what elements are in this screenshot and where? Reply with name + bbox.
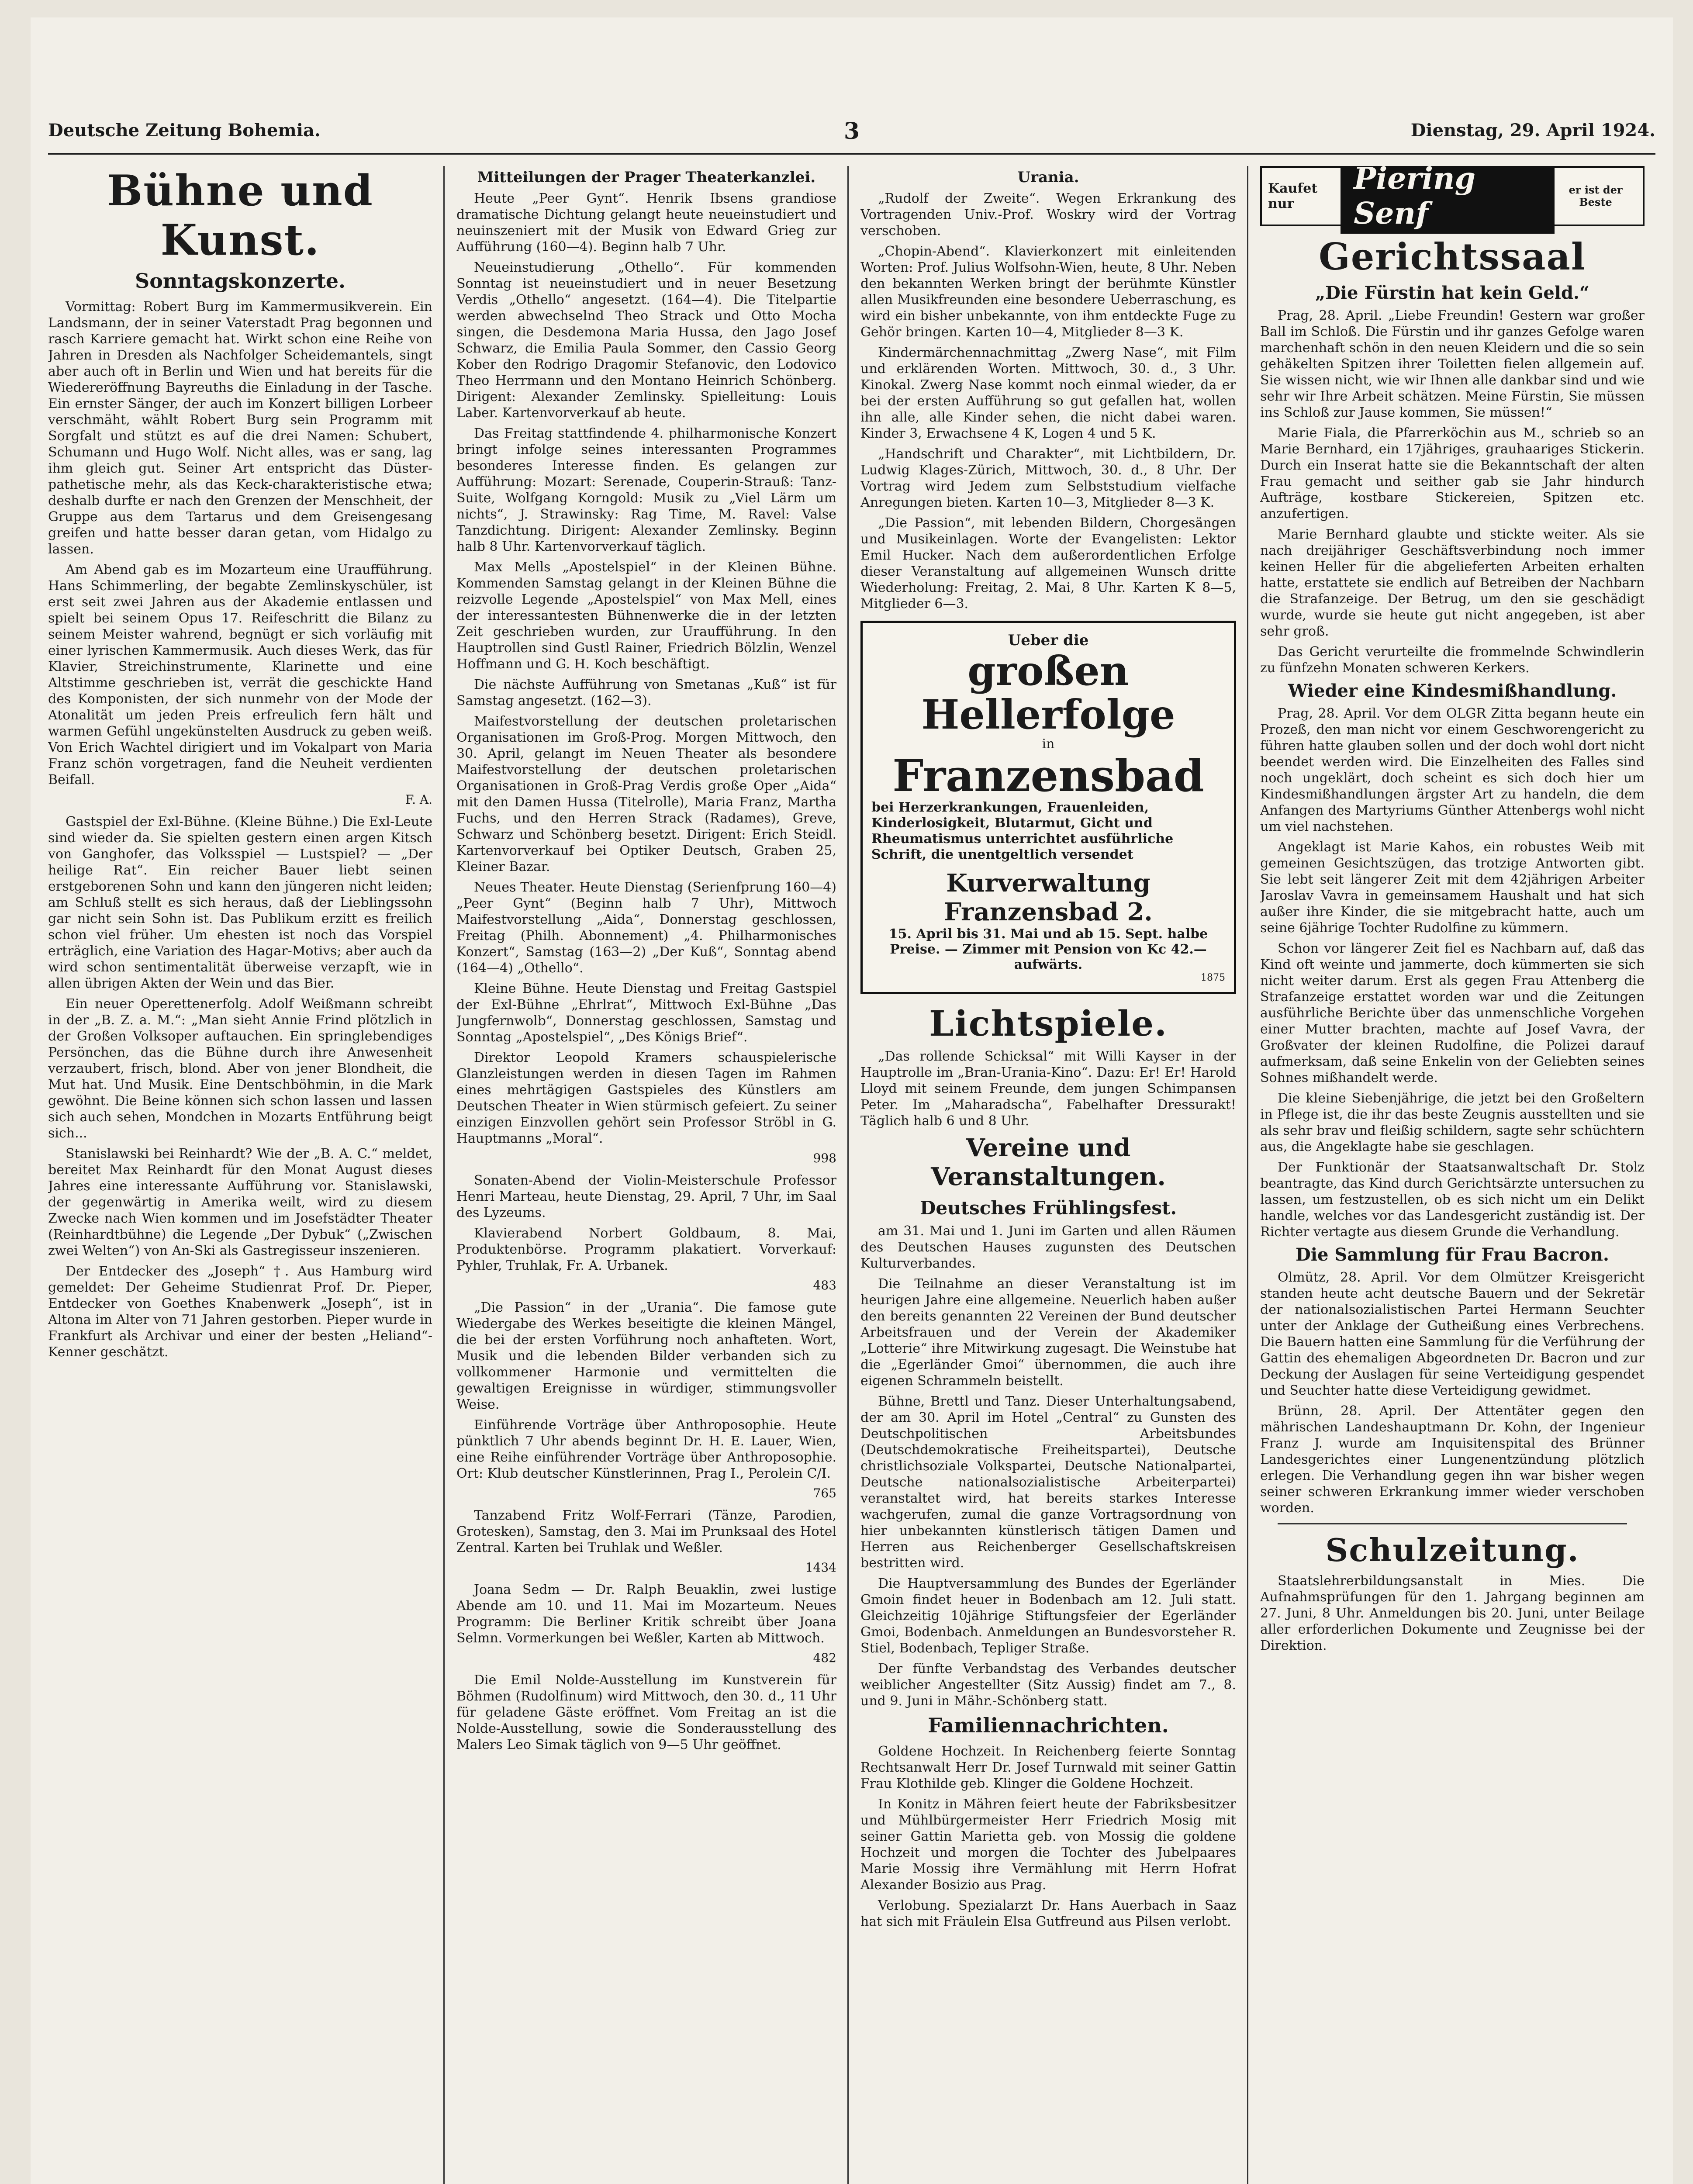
section-title-lichtspiele: Lichtspiele.: [929, 1003, 1168, 1044]
subhead-sammlung: Die Sammlung für Frau Bacron.: [1296, 1244, 1609, 1265]
ad-line: in: [1042, 736, 1055, 752]
article-paragraph: Marie Bernhard glaubte und stickte weiter. Als sie nach dreijähriger Geschäftsverbindung noch immer keinen Heller für die abgelieferten Arbeiten erhalten hatte, erstattete sie endlich auf Betreiben der Nachbarn die Strafanzeige. Der Betrug, um den sie geschädigt wurde, wurde sie heute gut nicht angegeben, ist aber sehr groß.: [1260, 527, 1645, 639]
article-paragraph: Olmütz, 28. April. Vor dem Olmützer Kreisgericht standen heute acht deutsche Bauern und der Sekretär der nationalsozialistischen Partei Hermann Seuchter unter der Anklage der Gutheißung eines Verbrechens. Die Bauern hatten eine Sammlung für die Verführung der Gattin des ehemaligen Abgeordneten Dr. Bacron und zur Deckung der Auslagen für seine Verteidigung gespendet und Seuchter hatte diese Verteidigung gewidmet.: [1260, 1270, 1645, 1398]
article-paragraph: Schon vor längerer Zeit fiel es Nachbarn auf, daß das Kind oft weinte und jammerte, doch kümmerten sie sich nicht weiter darum. Erst als gegen Frau Attenberg die Strafanzeige erstattet worden war und die Zeitungen ausführliche Berichte über das unmenschliche Vorgehen einer Mutter brachten, machte auf Josef Vavra, der Großvater der kleinen Rudolfine, die Polizei darauf aufmerksam, daß seine Enkelin von der Geliebten seines Sohnes mißhandelt werde.: [1260, 941, 1645, 1085]
section-title-theaterkanzlei: Mitteilungen der Prager Theaterkanzlei.: [477, 169, 816, 186]
column-2: [456, 166, 836, 2184]
article-paragraph: Marie Fiala, die Pfarrerköchin aus M., schrieb so an Marie Bernhard, ein 17jähriges, grauhaariges Stickerin. Durch ein Inserat hatte sie die Bekanntschaft der alten Frau gemacht und seither gab sie Jahr hindurch Aufträge, kostbare Stickereien, Spitzen etc. anzufertigen.: [1260, 425, 1645, 522]
logo-left-text: Kaufet nur: [1268, 181, 1318, 211]
article-paragraph: Max Mells „Apostelspiel“ in der Kleinen Bühne. Kommenden Samstag gelangt in der Kleinen Bühne die reizvolle Legende „Apostelspiel“ von Max Mell, eines der interessantesten Bühnenwerke die in der letzten Zeit geschrieben wurden, zur Uraufführung. In den Hauptrollen sind Gustl Rainer, Friedrich Bölzlin, Wenzel Hoffmann und G. H. Koch beschäftigt.: [456, 560, 836, 672]
article-paragraph: Neues Theater. Heute Dienstag (Serienfprung 160—4) „Peer Gynt“ (Beginn halb 7 Uhr), Mittwoch Maifestvorstellung „Aida“, Donnerstag geschlossen, Freitag (Philh. Abonnement) „4. Philharmonisches Konzert“, Samstag (163—2) „Der Kuß“, Sonntag abend (164—4) „Othello“.: [456, 880, 836, 976]
article-paragraph: Die Teilnahme an dieser Veranstaltung ist im heurigen Jahre eine allgemeine. Neuerlich haben außer den bereits genannten 22 Vereinen der Bund deutscher Arbeitsfrauen und der Verein der Akademiker „Lotterie“ ihre Mitwirkung zugesagt. Die Weinstube hat die „Egerländer Gmoi“ übernommen, die auch ihre eigenen Schrammeln beistellt.: [860, 1276, 1236, 1389]
article-paragraph: Joana Sedm — Dr. Ralph Beuaklin, zwei lustige Abende am 10. und 11. Mai im Mozarteum. Neues Programm: Die Berliner Kritik schreibt über Joana Selmn. Vormerkungen bei Weßler, Karten ab Mittwoch.: [456, 1582, 836, 1646]
article-paragraph: Die Emil Nolde-Ausstellung im Kunstverein für Böhmen (Rudolfinum) wird Mittwoch, den 30. d., 11 Uhr für geladene Gäste eröffnet. Vom Freitag an ist die Nolde-Ausstellung, sowie die Sonderausstellung des Malers Leo Simak täglich von 9—5 Uhr geöffnet.: [456, 1673, 836, 1752]
article-paragraph: Staatslehrerbildungsanstalt in Mies. Die Aufnahmsprüfungen für den 1. Jahrgang beginnen am 27. Juni, 8 Uhr. Anmeldungen bis 20. Juni, unter Beilage aller erforderlichen Dokumente und Zeugnisse bei der Direktion.: [1260, 1573, 1645, 1653]
article-paragraph: „Das rollende Schicksal“ mit Willi Kayser in der Hauptrolle im „Bran-Urania-Kino“. Dazu: Er! Er! Harold Lloyd mit seinem Freunde, dem jungen Schimpansen Peter. Im „Maharadscha“, Fabelhafter Dressurakt! Täglich halb 6 und 8 Uhr.: [860, 1049, 1236, 1129]
article-paragraph: Vormittag: Robert Burg im Kammermusikverein. Ein Landsmann, der in seiner Vaterstadt Prag begonnen und rasch Karriere gemacht hat. Wirkt schon eine Reihe von Jahren in Dresden als Nachfolger Scheidemantels, singt aber auch oft in Berlin und Wien und hat bereits für die Wiedereröffnung Bayreuths die Einladung in der Tasche. Ein ernster Sänger, der auch im Konzert billigen Lorbeer verschmäht, wählt Robert Burg sein Programm mit Sorgfalt und stützt es auf die drei Namen: Schubert, Schumann und Hugo Wolf. Nicht alles, was er sang, lag ihm gleich gut. Seiner Art entspricht das Düster-pathetische mehr, als das Keck-charakteristische etwa; deshalb durfte er nach den Grenzen der Menschheit, der Gruppe aus dem Tartarus und dem Greisengesang greifen und hatte besser daran getan, vom Hidalgo zu lassen.: [48, 299, 432, 557]
ad-number: 1875: [1201, 972, 1225, 983]
franzensbad-advertisement: [860, 621, 1236, 994]
article-paragraph: Stanislawski bei Reinhardt? Wie der „B. A. C.“ meldet, bereitet Max Reinhardt für den Monat August dieses Jahres eine interessante Aufführung vor. Stanislawski, der gegenwärtig in Amerika weilt, wird zu diesem Zwecke nach Wien kommen und im Josefstädter Theater (Reinhardtbühne) die Legende „Der Dybuk“ („Zwischen zwei Welten“) von An-Ski als Gastregisseur inszenieren.: [48, 1146, 432, 1258]
author-signature: F. A.: [405, 792, 432, 807]
section-divider: [1278, 1523, 1627, 1524]
ad-place-name: Franzensbad: [892, 750, 1204, 802]
ad-line: Ueber die: [1008, 632, 1089, 649]
article-paragraph: Maifestvorstellung der deutschen proletarischen Organisationen im Groß-Prog. Morgen Mittwoch, den 30. April, gelangt im Neuen Theater als besondere Maifestvorstellung der deutschen proletarischen Organisationen in Groß-Prag Verdis große Oper „Aida“ mit den Damen Hussa (Titelrolle), Maria Franz, Martha Fuchs, und den Herren Strack (Radames), Greve, Schwarz und Schönberg besetzt. Dirigent: Erich Steidl. Kartenvorverkauf bei Optiker Deutsch, Graben 25, Kleiner Bazar.: [456, 714, 836, 874]
column-3: [860, 166, 1236, 2184]
article-paragraph: Prag, 28. April. Vor dem OLGR Zitta begann heute ein Prozeß, den man nicht vor einem Geschworengericht zu führen hatte glauben sollen und der doch wohl dort nicht beendet werden wird. Die Einzelheiten des Falles sind noch ungeklärt, doch scheint es sich doch hier um Kindesmißhandlungen ärgster Art zu handeln, die dem Anfangen des Martyriums Günther Attenbergs wohl nicht um viel nachstehen.: [1260, 706, 1645, 834]
article-paragraph: Einführende Vorträge über Anthroposophie. Heute pünktlich 7 Uhr abends beginnt Dr. H. E. Lauer, Wien, eine Reihe einführender Vorträge über Anthroposophie. Ort: Klub deutscher Künstlerinnen, Prag I., Perolein C/I.: [456, 1417, 836, 1481]
article-paragraph: Der fünfte Verbandstag des Verbandes deutscher weiblicher Angestellter (Sitz Aussig) findet am 7., 8. und 9. Juni in Mähr.-Schönberg statt.: [860, 1661, 1236, 1709]
section-title-vereine: Vereine und Veranstaltungen.: [931, 1133, 1166, 1191]
article-paragraph: Das Gericht verurteilte die frommelnde Schwindlerin zu fünfzehn Monaten schweren Kerkers.: [1260, 644, 1645, 676]
ad-number: 998: [813, 1151, 836, 1165]
section-title-familiennachrichten: Familiennachrichten.: [928, 1714, 1169, 1737]
column-divider: [443, 166, 445, 2184]
article-paragraph: Goldene Hochzeit. In Reichenberg feierte Sonntag Rechtsanwalt Herr Dr. Josef Turnwald mit seiner Gattin Frau Klothilde geb. Klinger die Goldene Hochzeit.: [860, 1744, 1236, 1791]
issue-date: Dienstag, 29. April 1924.: [1410, 120, 1655, 141]
article-paragraph: Tanzabend Fritz Wolf-Ferrari (Tänze, Parodien, Grotesken), Samstag, den 3. Mai im Prunksaal des Hotel Zentral. Karten bei Truhlak und Weßler.: [456, 1508, 836, 1555]
article-paragraph: „Die Passion“ in der „Urania“. Die famose gute Wiedergabe des Werkes beseitigte die kleinen Mängel, die bei der ersten Vorführung noch anhafteten. Wort, Musik und die lebenden Bilder verbanden sich zu vollkommener Harmonie und vermittelten die gewaltigen Ereignisse in würdiger, stimmungsvoller Weise.: [456, 1300, 836, 1412]
article-paragraph: Heute „Peer Gynt“. Henrik Ibsens grandiose dramatische Dichtung gelangt heute neueinstudiert und neuinszeniert mit der Musik von Edward Grieg zur Aufführung (160—4). Beginn halb 7 Uhr.: [456, 191, 836, 255]
section-title-buehne: Bühne und Kunst.: [107, 166, 373, 265]
section-title-urania: Urania.: [1017, 169, 1079, 186]
article-paragraph: Die Hauptversammlung des Bundes der Egerländer Gmoin findet heuer in Bodenbach am 12. Juli statt. Gleichzeitig 10jährige Stiftungsfeier der Egerländer Gmoi, Bodenbach. Anmeldungen an Bundesvorsteher R. Stiel, Bodenbach, Tepliger Straße.: [860, 1576, 1236, 1656]
ad-number: 1434: [805, 1560, 836, 1575]
article-paragraph: am 31. Mai und 1. Juni im Garten und allen Räumen des Deutschen Hauses zugunsten des Deutschen Kulturverbandes.: [860, 1223, 1236, 1271]
article-paragraph: Gastspiel der Exl-Bühne. (Kleine Bühne.) Die Exl-Leute sind wieder da. Sie spielten gestern einen argen Kitsch von Ganghofer, das Volksspiel — Lustspiel? — „Der heilige Rat“. Ein reicher Bauer liebt seinen erstgeborenen Sohn und kann den jüngeren nicht leiden; am Schluß stellt es sich heraus, daß der Lieblingssohn gar nicht sein Sohn ist. Das Publikum erzitt es freilich schon viel früher. Um ehesten ist noch das Vorspiel erträglich, eine Variation des Hagar-Motivs; aber auch da wird schon sentimentalität überweise verzapft, wie in allen übrigen Akten der Wein und das Bier.: [48, 814, 432, 991]
piering-senf-advertisement: [1260, 166, 1645, 231]
ad-contact: Kurverwaltung Franzensbad 2.: [944, 869, 1153, 926]
section-title-schulzeitung: Schulzeitung.: [1325, 1531, 1579, 1569]
subhead-kindesmisshandlung: Wieder eine Kindesmißhandlung.: [1288, 681, 1617, 701]
article-paragraph: Prag, 28. April. „Liebe Freundin! Gestern war großer Ball im Schloß. Die Fürstin und ihr ganzes Gefolge waren marchenhaft schön in den neuen Kleidern und die so sein gehäkelten Spitzen ihrer Toiletten fielen allgemein auf. Sie wissen nicht, wie wir Ihnen alle dankbar sind und wie sehr wir Ihre Arbeit schätzen. Meine Fürstin, Sie müssen ins Schloß zur Jause kommen, Sie müssen!“: [1260, 308, 1645, 420]
article-paragraph: „Die Passion“, mit lebenden Bildern, Chorgesängen und Musikeinlagen. Worte der Evangelisten: Lektor Emil Hucker. Nach dem außerordentlichen Erfolge dieser Veranstaltung auf allgemeinen Wunsch dritte Wiederholung: Freitag, 2. Mai, 8 Uhr. Karten K 8—5, Mitglieder 6—3.: [860, 515, 1236, 612]
article-paragraph: Brünn, 28. April. Der Attentäter gegen den mährischen Landeshauptmann Dr. Kohn, der Ingenieur Franz J. wurde am Inquisitenspital des Brünner Landesgerichtes einer Lungenentzündung plötzlich erlegen. Die Verhandlung gegen ihn war bisher wegen seiner schweren Erkrankung immer wieder verschoben worden.: [1260, 1403, 1645, 1516]
article-paragraph: Neueinstudierung „Othello“. Für kommenden Sonntag ist neueinstudiert und in neuer Besetzung Verdis „Othello“ angesetzt. (164—4). Die Titelpartie werden abwechselnd Theo Strack und Otto Mocha singen, die Desdemona Maria Hussa, den Jago Josef Schwarz, die Emilia Paula Sommer, den Cassio Georg Kober den Rodrigo Dragomir Stefanovic, den Lodovico Theo Herrmann und den Montano Heinrich Schönberg. Dirigent: Alexander Zemlinsky. Spielleitung: Louis Laber. Kartenvorverkauf ab heute.: [456, 260, 836, 421]
article-paragraph: Die nächste Aufführung von Smetanas „Kuß“ ist für Samstag angesetzt. (162—3).: [456, 677, 836, 708]
ad-number: 483: [813, 1278, 836, 1292]
column-1: [48, 166, 432, 2184]
article-paragraph: Kindermärchennachmittag „Zwerg Nase“, mit Film und erklärenden Worten. Mittwoch, 30. d., 3 Uhr. Kinokal. Zwerg Nase kommt noch einmal wieder, da er bei der ersten Aufführung so gut gefallen hat, wollen ihn alle, alle Kinder sehen, die nicht dabei waren. Kinder 3, Erwachsene 4 K, Logen 4 und 5 K.: [860, 345, 1236, 441]
article-paragraph: Bühne, Brettl und Tanz. Dieser Unterhaltungsabend, der am 30. April im Hotel „Central“ zu Gunsten des Deutschpolitischen Arbeitsbundes (Deutschdemokratische Freiheitspartei), Deutsche christlichsoziale Volkspartei, Deutsche Nationalpartei, Deutsche nationalsozialistische Arbeiterpartei) veranstaltet wird, hat bereits starkes Interesse wachgerufen, zumal die ganze Vortragsordnung von hier unbekannten künstlerisch tätigen Damen und Herren aus Reichenberger Gesellschaftskreisen bestritten wird.: [860, 1394, 1236, 1571]
subhead-fruehlingsfest: Deutsches Frühlingsfest.: [919, 1197, 1177, 1219]
article-paragraph: Die kleine Siebenjährige, die jetzt bei den Großeltern in Pflege ist, die ihr das beste Zeugnis ausstellten und sie als sehr brav und fleißig schildern, sagte sehr schüchtern aus, die Angeklagte habe sie geschlagen.: [1260, 1091, 1645, 1154]
article-paragraph: Der Funktionär der Staatsanwaltschaft Dr. Stolz beantragte, das Kind durch Gerichtsärzte untersuchen zu lassen, um festzustellen, ob es sich nicht um ein Delikt handle, welches vor das Landesgericht zuständig ist. Der Richter vertagte aus diesem Grunde die Verhandlung.: [1260, 1160, 1645, 1240]
ad-prices: 15. April bis 31. Mai und ab 15. Sept. halbe Preise. — Zimmer mit Pension von Kc 42.— aufwärts.: [888, 926, 1208, 972]
column-divider: [1247, 166, 1248, 2184]
article-paragraph: In Konitz in Mähren feiert heute der Fabriksbesitzer und Mühlbürgermeister Herr Friedrich Mosig mit seiner Gattin Marietta geb. von Mossig die goldene Hochzeit und morgen die Tochter des Jubelpaares Marie Mossig ihre Vermählung mit Herrn Hofrat Alexander Bosizio aus Prag.: [860, 1797, 1236, 1893]
subhead-sonntagskonzerte: Sonntagskonzerte.: [135, 269, 346, 293]
article-paragraph: Am Abend gab es im Mozarteum eine Uraufführung. Hans Schimmerling, der begabte Zemlinskyschüler, ist erst seit zwei Jahren aus der Akademie entlassen und spielt bei seinem Opus 17. Reifeschritt die Bilanz zu seinem Meister wahrend, begnügt er sich vorläufig mit einer lyrischen Kammermusik. Auch dieses Werk, das für Klavier, Streichinstrumente, Klarinette und eine Altstimme geschrieben ist, verrät die geschickte Hand des Komponisten, der sich nunmehr von der Mode der Atonalität um jeden Preis erfreulich fern hält und warmen Gefühl ungekünstelten Ausdruck zu geben weiß. Von Erich Wachtel dirigiert und im Vokalpart von Maria Franz schön vorgetragen, fand die Neuheit verdienten Beifall.: [48, 562, 432, 788]
masthead-name: Deutsche Zeitung Bohemia.: [48, 120, 321, 141]
article-paragraph: Das Freitag stattfindende 4. philharmonische Konzert bringt infolge seines interessanten Programmes besonderes Interesse finden. Es gelangen zur Aufführung: Mozart: Serenade, Couperin-Strauß: Tanz-Suite, Wolfgang Korngold: Musik zu „Viel Lärm um nichts“, J. Strawinsky: Rag Time, M. Ravel: Valse Tanzdichtung. Dirigent: Alexander Zemlinsky. Beginn halb 8 Uhr. Kartenvorverkauf täglich.: [456, 426, 836, 554]
article-paragraph: Direktor Leopold Kramers schauspielerische Glanzleistungen werden in diesen Tagen im Rahmen eines mehrtägigen Gastspieles des Künstlers am Deutschen Theater in Wien stürmisch gefeiert. Zu seiner einzigen Einzvollen gehört sein Professor Ströbl in G. Hauptmanns „Moral“.: [456, 1050, 836, 1146]
article-paragraph: „Chopin-Abend“. Klavierkonzert mit einleitenden Worten: Prof. Julius Wolfsohn-Wien, heute, 8 Uhr. Neben den bekannten Werken bringt der berühmte Künstler allen Musikfreunden eine besondere Ueberraschung, es wird ein bisher unbekannte, von ihm entdeckte Fuge zu Gehör bringen. Karten 10—4, Mitglieder 8—3 K.: [860, 244, 1236, 340]
ad-number: 765: [813, 1486, 836, 1500]
subhead-fuerstin: „Die Fürstin hat kein Geld.“: [1315, 283, 1589, 303]
page-header: [48, 111, 1655, 151]
logo-right-text: er ist der Beste: [1569, 183, 1623, 208]
ad-body: bei Herzerkrankungen, Frauenleiden, Kinderlosigkeit, Blutarmut, Gicht und Rheumatismus unterrichtet ausführliche Schrift, die unentgeltlich versendet: [871, 800, 1174, 862]
article-paragraph: Klavierabend Norbert Goldbaum, 8. Mai, Produktenbörse. Programm plakatiert. Vorverkauf: Pyhler, Truhlak, Fr. A. Urbanek.: [456, 1226, 836, 1273]
column-divider: [847, 166, 849, 2184]
article-paragraph: Der Entdecker des „Joseph“ †. Aus Hamburg wird gemeldet: Der Geheime Studienrat Prof. Dr. Pieper, Entdecker von Goethes Knabenwerk „Joseph“, ist in Altona im Alter von 71 Jahren gestorben. Pieper wurde in Frankfurt als Archivar und einer der besten „Heliand“-Kenner geschätzt.: [48, 1264, 432, 1360]
ad-headline: großen Hellerfolge: [921, 647, 1175, 738]
article-paragraph: Sonaten-Abend der Violin-Meisterschule Professor Henri Marteau, heute Dienstag, 29. April, 7 Uhr, im Saal des Lyzeums.: [456, 1173, 836, 1220]
newspaper-page: [31, 17, 1673, 2184]
header-rule: [48, 153, 1655, 155]
column-4: [1260, 166, 1645, 2184]
ad-number: 482: [813, 1651, 836, 1665]
article-paragraph: „Handschrift und Charakter“, mit Lichtbildern, Dr. Ludwig Klages-Zürich, Mittwoch, 30. d., 8 Uhr. Der Vortrag wird Jedem zum Selbststudium vielfache Anregungen bieten. Karten 10—3, Mitglieder 8—3 K.: [860, 446, 1236, 510]
article-paragraph: Ein neuer Operettenerfolg. Adolf Weißmann schreibt in der „B. Z. a. M.“: „Man sieht Annie Frind plötzlich in der Großen Volksoper auftauchen. Ein springlebendiges Persönchen, das die Bühne durch ihre Anwesenheit verzaubert, frisch, blond. Aber von jener Blondheit, die Mut hat. Und Musik. Eine Dentschböhmin, in die Mark gewöhnt. Die Beine können sich schon lassen und lassen sich auch sehen, Mondchen in Mozarts Entführung beigt sich...: [48, 996, 432, 1141]
article-paragraph: Verlobung. Spezialarzt Dr. Hans Auerbach in Saaz hat sich mit Fräulein Elsa Gutfreund aus Pilsen verlobt.: [860, 1898, 1236, 1929]
article-paragraph: „Rudolf der Zweite“. Wegen Erkrankung des Vortragenden Univ.-Prof. Woskry wird der Vortrag verschoben.: [860, 191, 1236, 238]
brand-logo: Piering Senf: [1341, 166, 1555, 234]
page-number: 3: [843, 118, 860, 145]
section-title-gerichtssaal: Gerichtssaal: [1319, 235, 1586, 278]
article-paragraph: Kleine Bühne. Heute Dienstag und Freitag Gastspiel der Exl-Bühne „Ehrlrat“, Mittwoch Exl-Bühne „Das Jungfernwolb“, Donnerstag geschlossen, Samstag und Sonntag „Apostelspiel“, „Des Königs Brief“.: [456, 981, 836, 1045]
article-paragraph: Angeklagt ist Marie Kahos, ein robustes Weib mit gemeinen Gesichtszügen, das trotzige Antworten gibt. Sie lebt seit längerer Zeit mit dem 42jährigen Arbeiter Jaroslav Vavra in gemeinsamem Haushalt und hat sich außer ihre Kinder, die sie mitgebracht hatte, auch um seine 6jährige Tochter Rudolfine zu kümmern.: [1260, 840, 1645, 936]
